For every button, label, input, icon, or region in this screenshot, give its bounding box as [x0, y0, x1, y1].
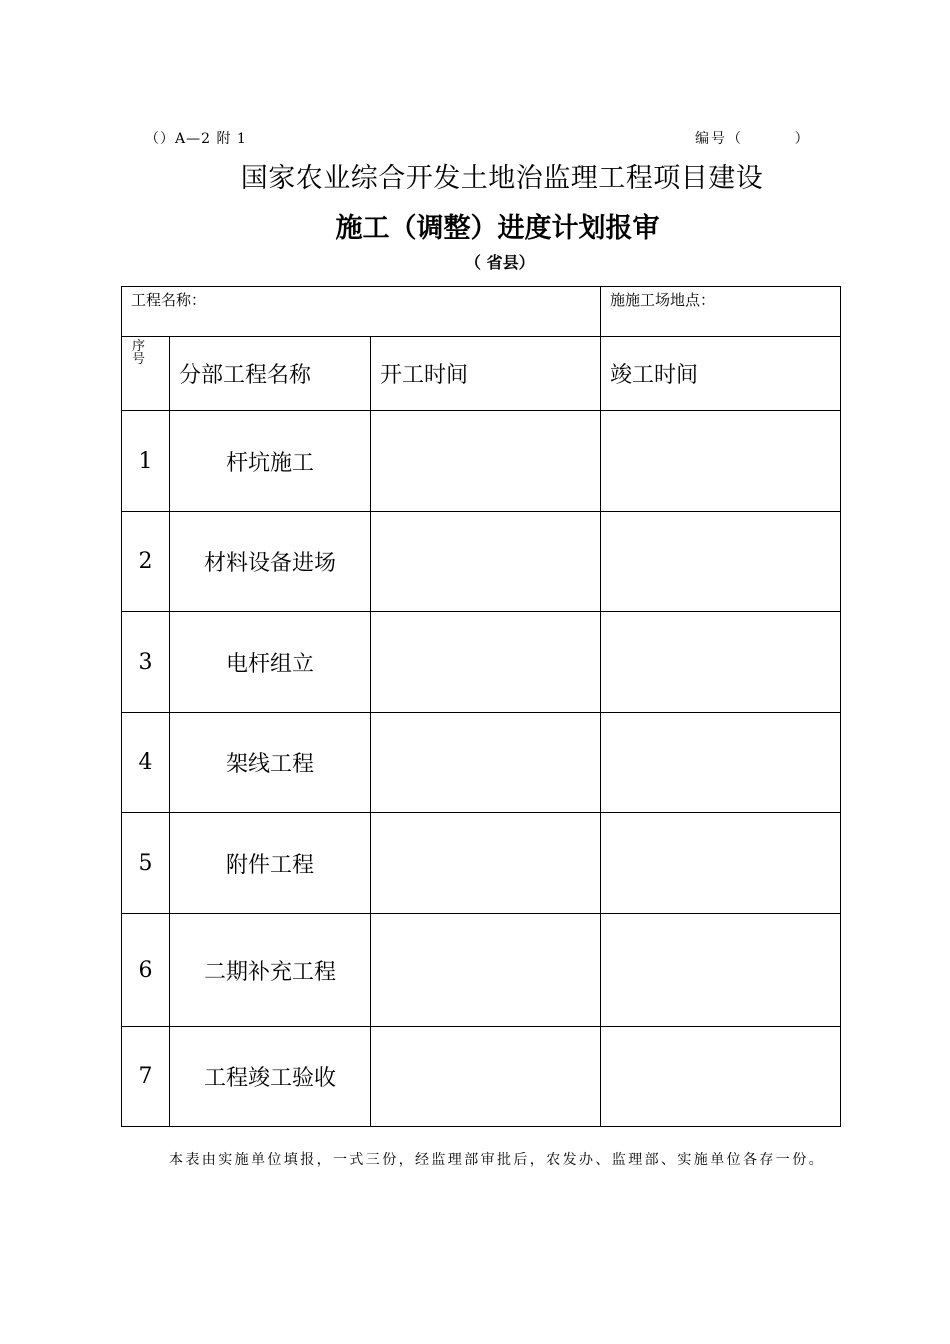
row-completion-time-cell[interactable]: [601, 914, 841, 1027]
footer-note: 本表由实施单位填报，一式三份，经监理部审批后，农发办、监理部、实施单位各存一份。: [169, 1152, 825, 1168]
table-row: [122, 914, 841, 1027]
row-number: 3: [122, 612, 170, 713]
row-number: 2: [122, 512, 170, 612]
row-start-time-cell[interactable]: [371, 813, 601, 914]
row-completion-time-cell[interactable]: [601, 411, 841, 512]
row-start-time-cell[interactable]: [371, 1027, 601, 1127]
row-completion-time-cell[interactable]: [601, 512, 841, 612]
row-subproject-name: 架线工程: [170, 713, 371, 813]
construction-site-label: 施施工场地点：: [610, 291, 716, 309]
province-county-label: （ 省县）: [465, 253, 535, 272]
row-number: 5: [122, 813, 170, 914]
row-completion-time-cell[interactable]: [601, 713, 841, 813]
page-subtitle: 施工（调整）进度计划报审: [335, 213, 660, 244]
row-start-time-cell[interactable]: [371, 411, 601, 512]
header-start-time: 开工时间: [371, 337, 601, 411]
info-row: [122, 287, 841, 337]
header-subproject-name: 分部工程名称: [170, 337, 371, 411]
form-code: （）A—2 附 1: [145, 131, 247, 147]
row-number: 1: [122, 411, 170, 512]
schedule-table: [121, 286, 841, 1127]
row-number: 4: [122, 713, 170, 813]
row-number: 6: [122, 914, 170, 1027]
table-row: [122, 411, 841, 512]
row-subproject-name: 工程竣工验收: [170, 1027, 371, 1127]
table-header-row: [122, 337, 841, 411]
table-row: [122, 612, 841, 713]
construction-site-field[interactable]: [601, 287, 841, 337]
header-seq: 序号: [122, 337, 170, 411]
project-name-field[interactable]: [122, 287, 601, 337]
row-completion-time-cell[interactable]: [601, 813, 841, 914]
header-completion-time: 竣工时间: [601, 337, 841, 411]
document-number: 编号（ ）: [695, 131, 811, 147]
row-completion-time-cell[interactable]: [601, 612, 841, 713]
row-start-time-cell[interactable]: [371, 612, 601, 713]
row-subproject-name: 杆坑施工: [170, 411, 371, 512]
row-subproject-name: 材料设备进场: [170, 512, 371, 612]
table-row: [122, 1027, 841, 1127]
row-start-time-cell[interactable]: [371, 512, 601, 612]
table-row: [122, 512, 841, 612]
row-number: 7: [122, 1027, 170, 1127]
project-name-label: 工程名称：: [131, 291, 207, 309]
row-subproject-name: 电杆组立: [170, 612, 371, 713]
row-subproject-name: 附件工程: [170, 813, 371, 914]
table-row: [122, 813, 841, 914]
row-start-time-cell[interactable]: [371, 713, 601, 813]
row-subproject-name: 二期补充工程: [170, 914, 371, 1027]
table-row: [122, 713, 841, 813]
row-start-time-cell[interactable]: [371, 914, 601, 1027]
row-completion-time-cell[interactable]: [601, 1027, 841, 1127]
page-title: 国家农业综合开发土地治监理工程项目建设: [240, 163, 764, 194]
